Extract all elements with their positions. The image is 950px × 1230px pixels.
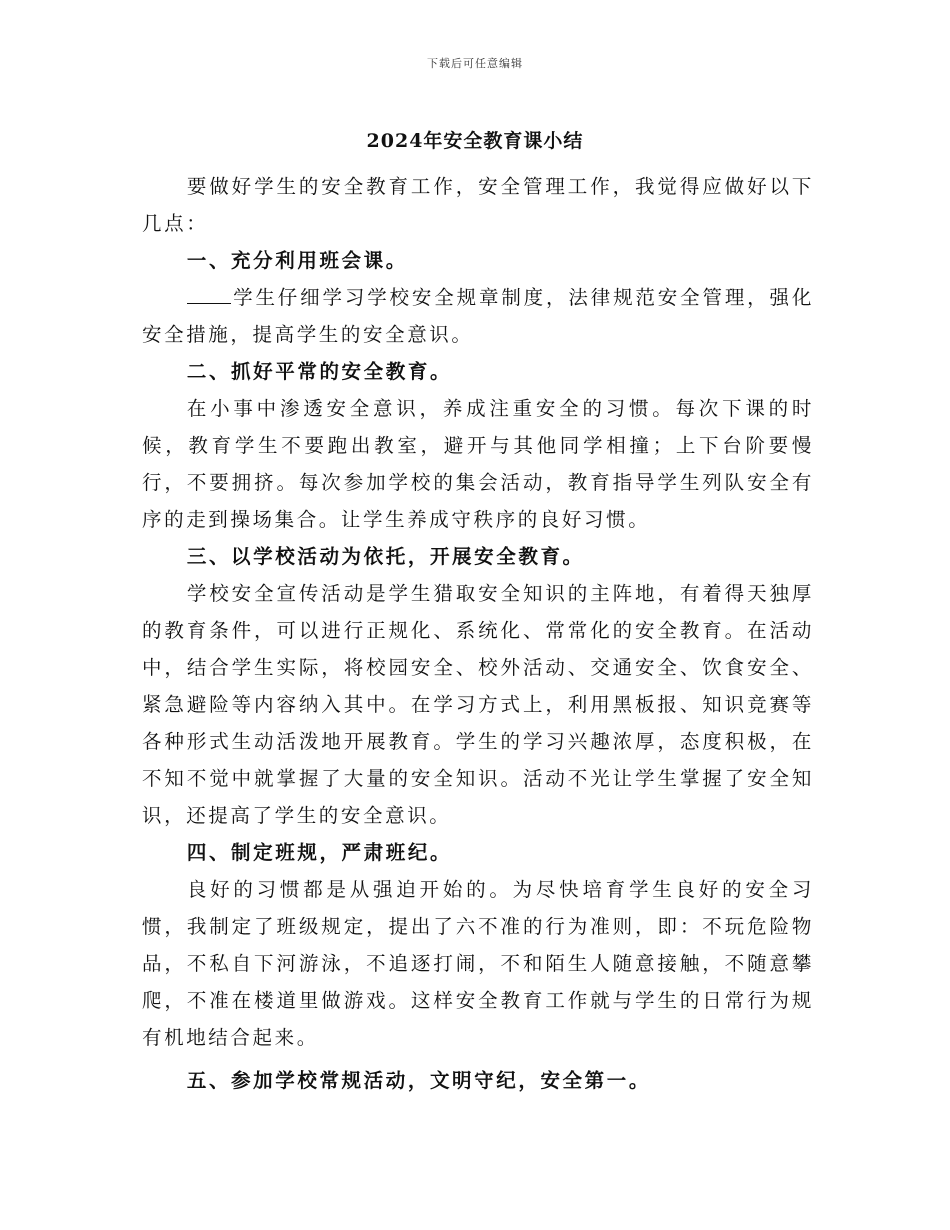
section-3-paragraph: 学校安全宣传活动是学生猎取安全知识的主阵地，有着得天独厚的教育条件，可以进行正规化、系统化、常常化的安全教育。在活动中，结合学生实际，将校园安全、校外活动、交通安全、饮食安全、紧急避险等内容纳入其中。在学习方式上，利用黑板报、知识竞赛等各种形式生动活泼地开展教育。学生的学习兴趣浓厚，态度积极，在不知不觉中就掌握了大量的安全知识。活动不光让学生掌握了安全知识，还提高了学生的安全意识。 — [142, 582, 814, 827]
section-2-heading: 二、抓好平常的安全教育。 — [186, 360, 453, 383]
document-title: 2024年安全教育课小结 — [366, 130, 584, 152]
section-4-heading: 四、制定班规，严肃班纪。 — [186, 841, 453, 864]
intro-paragraph: 要做好学生的安全教育工作，安全管理工作，我觉得应做好以下几点： — [142, 175, 814, 235]
section-4-paragraph: 良好的习惯都是从强迫开始的。为尽快培育学生良好的安全习惯，我制定了班级规定，提出了六不准的行为准则，即：不玩危险物品，不私自下河游泳，不追逐打闹，不和陌生人随意接触，不随意攀爬，不准在楼道里做游戏。这样安全教育工作就与学生的日常行为规有机地结合起来。 — [142, 878, 814, 1049]
section-1-heading: 一、充分利用班会课。 — [186, 249, 408, 272]
section-2-paragraph: 在小事中渗透安全意识，养成注重安全的习惯。每次下课的时候，教育学生不要跑出教室，避开与其他同学相撞；上下台阶要慢行，不要拥挤。每次参加学校的集会活动，教育指导学生列队安全有序的走到操场集合。让学生养成守秩序的良好习惯。 — [142, 397, 814, 531]
section-1-paragraph — [142, 279, 814, 353]
header-note: 下载后可任意编辑 — [427, 57, 523, 70]
section-5-heading: 五、参加学校常规活动，文明守纪，安全第一。 — [186, 1069, 651, 1092]
document-body — [142, 168, 814, 1099]
blank-underline — [187, 281, 231, 304]
section-3-heading: 三、以学校活动为依托，开展安全教育。 — [186, 545, 585, 568]
section-1-body: 学生仔细学习学校安全规章制度，法律规范安全管理，强化安全措施，提高学生的安全意识。 — [142, 286, 814, 346]
